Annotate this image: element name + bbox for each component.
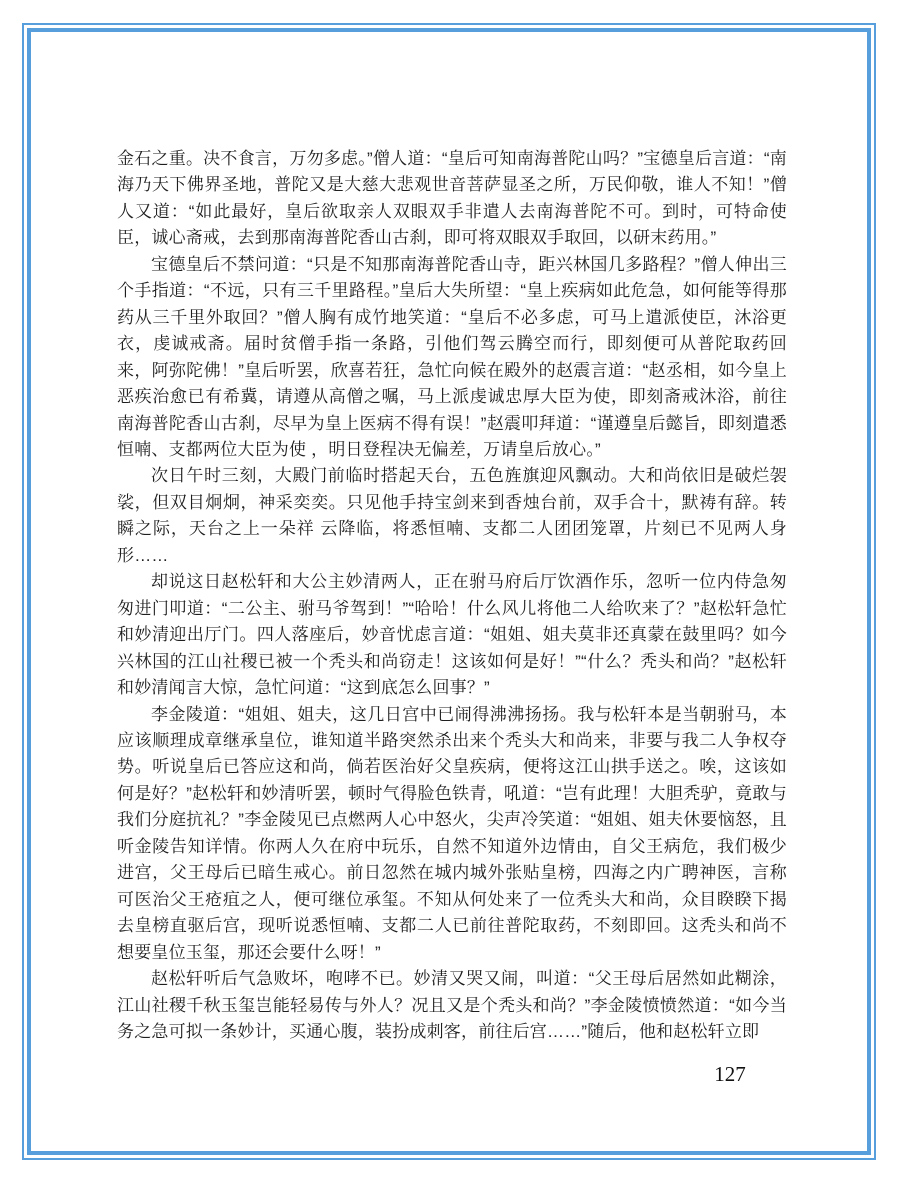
page-text bbox=[117, 146, 787, 1045]
paragraph: 赵松轩听后气急败坏，咆哮不已。妙清又哭又闹，叫道：“父王母后居然如此糊涂，江山社稷千秋玉玺岂能轻易传与外人？况且又是个秃头和尚？”李金陵愤愤然道：“如今当务之急可拟一条妙计，买通心腹，装扮成刺客，前往后宫……”随后，他和赵松轩立即 bbox=[117, 969, 787, 1041]
page-number: 127 bbox=[714, 1062, 746, 1086]
paragraph: 却说这日赵松轩和大公主妙清两人，正在驸马府后厅饮酒作乐，忽听一位内侍急匆匆进门叩道：“二公主、驸马爷驾到！”“哈哈！什么风儿将他二人给吹来了？”赵松轩急忙和妙清迎出厅门。四人落座后，妙音忧虑言道：“姐姐、姐夫莫非还真蒙在鼓里吗？如今兴林国的江山社稷已被一个秃头和尚窃走！这该如何是好！”“什么？秃头和尚？”赵松轩和妙清闻言大惊，急忙问道：“这到底怎么回事？” bbox=[117, 572, 787, 698]
paragraph: 金石之重。决不食言，万勿多虑。”僧人道：“皇后可知南海普陀山吗？”宝德皇后言道：“南海乃天下佛界圣地，普陀又是大慈大悲观世音菩萨显圣之所，万民仰敬，谁人不知！”僧人又道：“如此最好，皇后欲取亲人双眼双手非遣人去南海普陀不可。到时，可特命使臣，诚心斋戒，去到那南海普陀香山古刹，即可将双眼双手取回，以研末药用。” bbox=[117, 149, 787, 248]
paragraph: 李金陵道：“姐姐、姐夫，这几日宫中已闹得沸沸扬扬。我与松轩本是当朝驸马，本应该顺理成章继承皇位，谁知道半路突然杀出来个秃头大和尚来，非要与我二人争权夺势。听说皇后已答应这和尚，倘若医治好父皇疾病，便将这江山拱手送之。唉，这该如何是好？”赵松轩和妙清听罢，顿时气得脸色铁青，吼道：“岂有此理！大胆秃驴，竟敢与我们分庭抗礼？”李金陵见已点燃两人心中怒火，尖声冷笑道：“姐姐、姐夫休要恼怒，且听金陵告知详情。你两人久在府中玩乐，自然不知道外边情由，自父王病危，我们极少进宫，父王母后已暗生戒心。前日忽然在城内城外张贴皇榜，四海之内广聘神医，言称可医治父王疮疽之人，便可继位承玺。不知从何处来了一位秃头大和尚，众目睽睽下揭去皇榜直驱后宫，现听说悉恒喃、支都二人已前往普陀取药，不刻即回。这秃头和尚不想要皇位玉玺，那还会要什么呀！” bbox=[117, 704, 787, 962]
paragraph: 次日午时三刻，大殿门前临时搭起天台，五色旌旗迎风飘动。大和尚依旧是破烂袈裟，但双目炯炯，神采奕奕。只见他手持宝剑来到香烛台前，双手合十，默祷有辞。转瞬之际，天台之上一朵祥 云降临，将悉恒喃、支都二人团团笼罩，片刻已不见两人身形…… bbox=[117, 466, 787, 565]
paragraph: 宝德皇后不禁问道：“只是不知那南海普陀香山寺，距兴林国几多路程？”僧人伸出三个手指道：“不远，只有三千里路程。”皇后大失所望：“皇上疾病如此危急，如何能等得那药从三千里外取回？”僧人胸有成竹地笑道：“皇后不必多虑，可马上遣派使臣，沐浴更衣，虔诚戒斋。届时贫僧手指一条路，引他们驾云腾空而行，即刻便可从普陀取药回来，阿弥陀佛！”皇后听罢，欣喜若狂，急忙向候在殿外的赵震言道：“赵丞相，如今皇上恶疾治愈已有希冀，请遵从高僧之嘱，马上派虔诚忠厚大臣为使，即刻斋戒沐浴，前往南海普陀香山古刹，尽早为皇上医病不得有误！”赵震叩拜道：“谨遵皇后懿旨，即刻遣悉恒喃、支都两位大臣为使 ，明日登程决无偏差，万请皇后放心。” bbox=[117, 254, 787, 459]
